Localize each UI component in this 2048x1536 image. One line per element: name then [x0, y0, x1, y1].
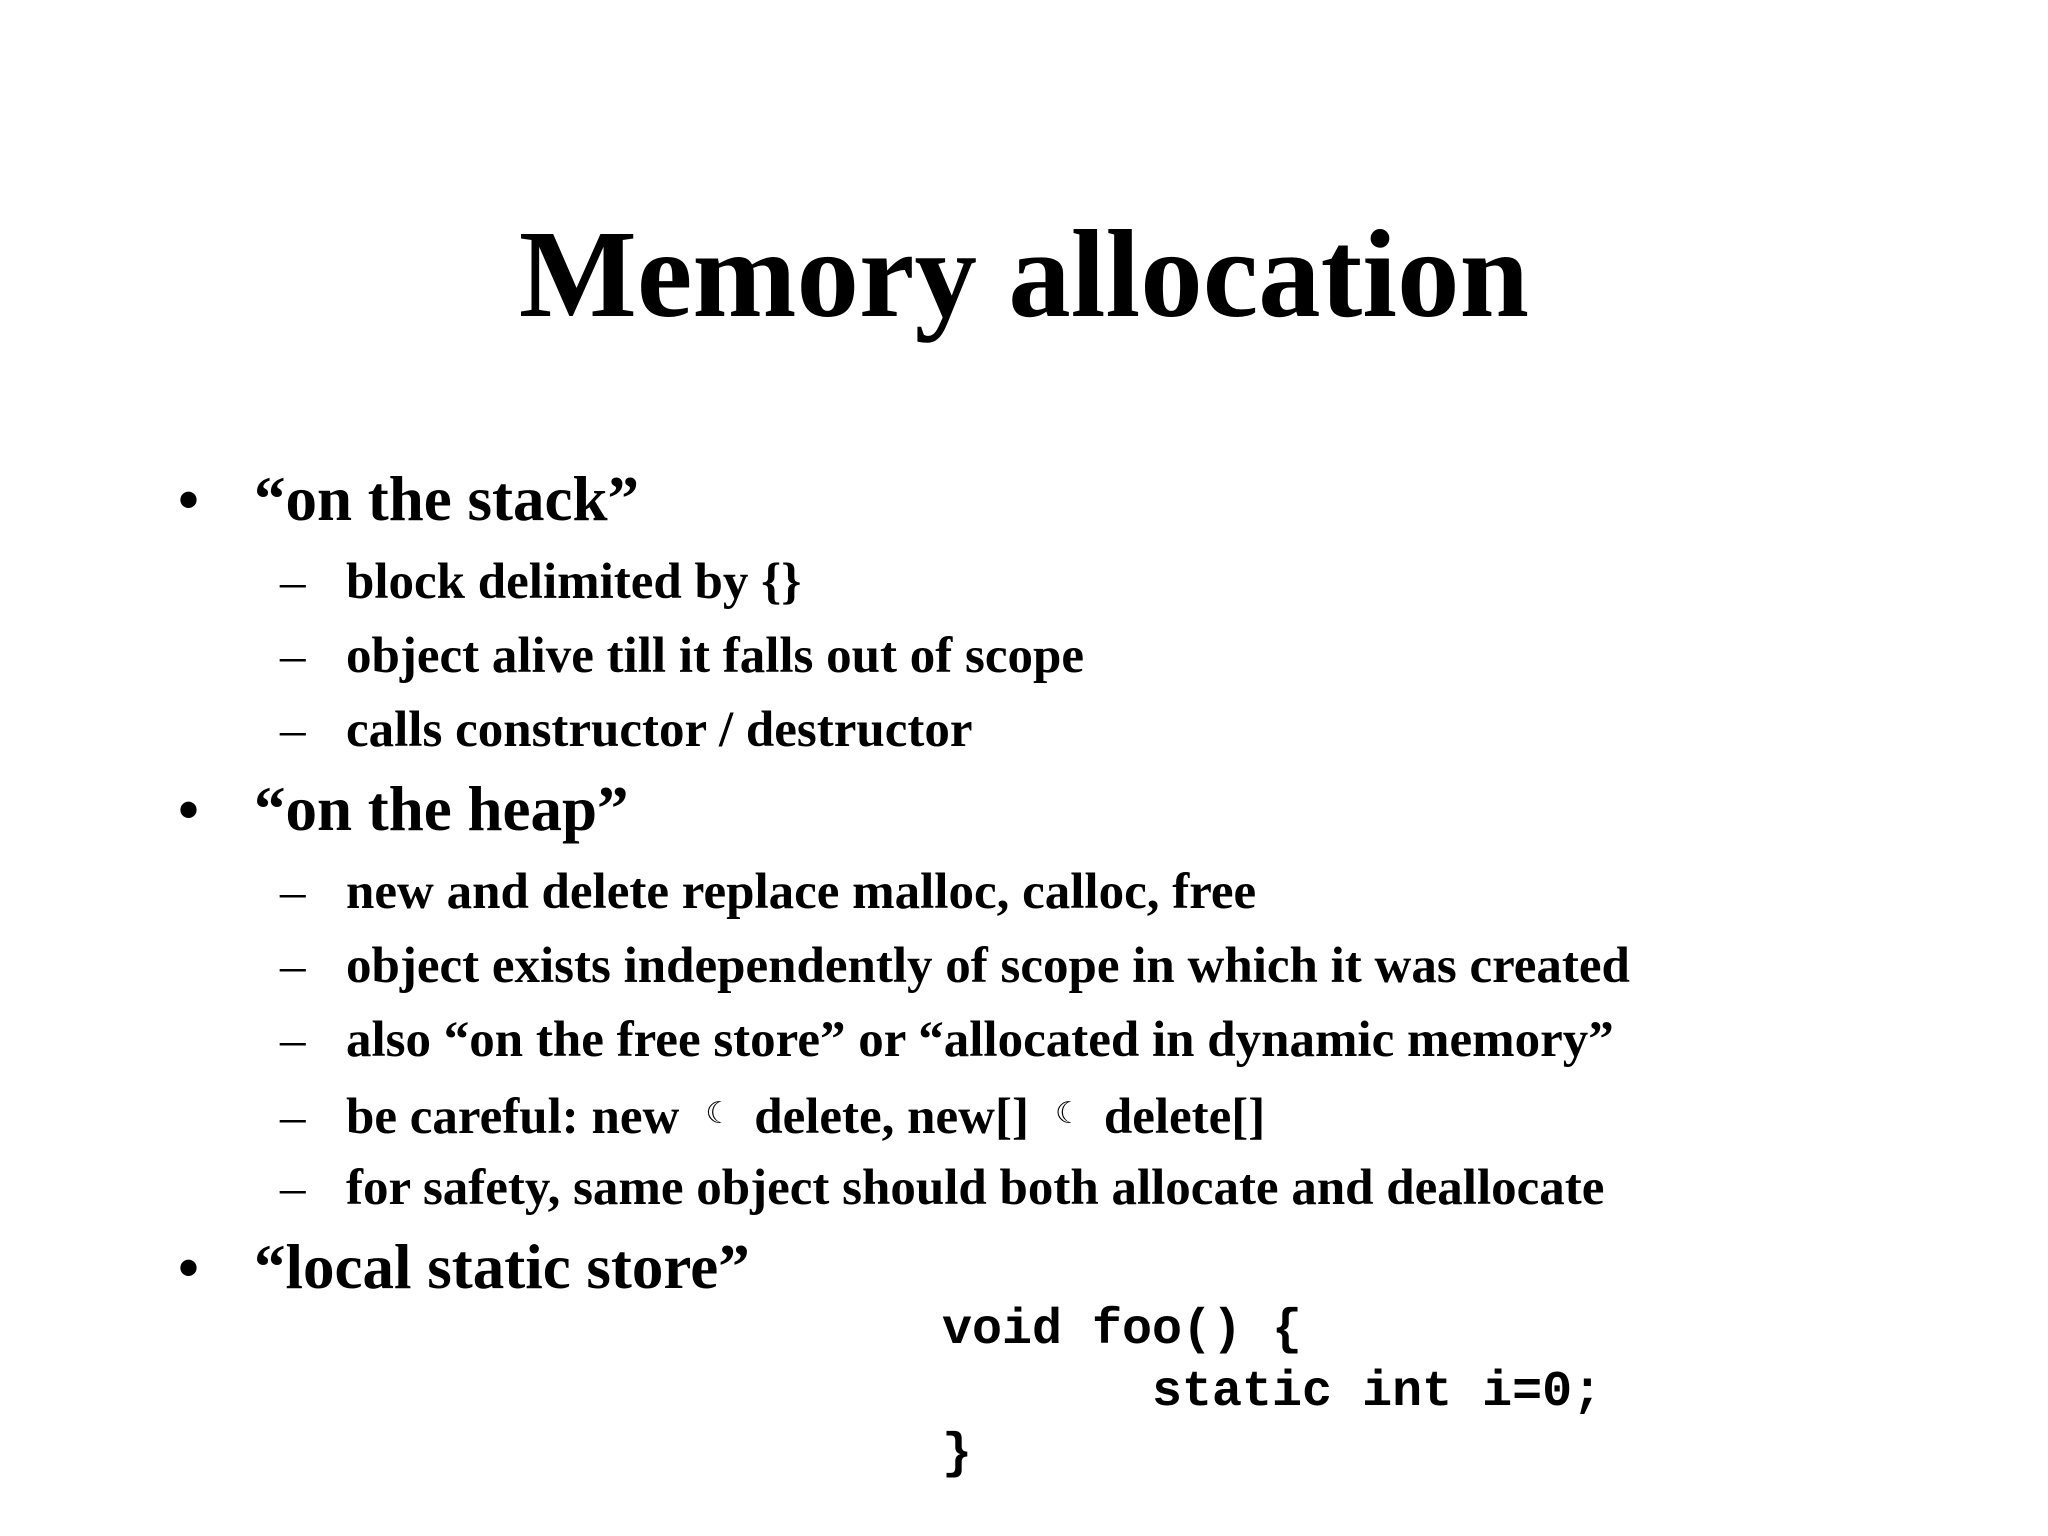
- dash-marker: –: [280, 864, 306, 920]
- moon-glyph-icon: ☾: [1054, 1096, 1082, 1131]
- bullet-marker: •: [178, 467, 200, 533]
- bullet-local-static-store: [178, 1230, 750, 1305]
- sub-item: [280, 700, 973, 760]
- sub-item: [280, 552, 801, 612]
- code-line: static int i=0;: [942, 1364, 1603, 1421]
- sub-item-text-prefix: be careful: new: [346, 1089, 680, 1145]
- dash-marker: –: [280, 628, 306, 684]
- sub-item-text: object alive till it falls out of scope: [346, 628, 1084, 684]
- dash-marker: –: [280, 1089, 306, 1145]
- bullet-label: “on the stack”: [254, 464, 640, 534]
- sub-item: [280, 1158, 1604, 1218]
- dash-marker: –: [280, 554, 306, 610]
- sub-item-text: object exists independently of scope in which it was created: [346, 938, 1630, 994]
- sub-item: [280, 936, 1630, 996]
- sub-item-text: new and delete replace malloc, calloc, free: [346, 864, 1257, 920]
- sub-item-text: for safety, same object should both allocate and deallocate: [346, 1160, 1605, 1216]
- bullet-marker: •: [178, 1235, 200, 1301]
- moon-glyph-icon: ☾: [705, 1096, 733, 1131]
- dash-marker: –: [280, 938, 306, 994]
- slide-title: Memory allocation: [518, 206, 1530, 344]
- dash-marker: –: [280, 1012, 306, 1068]
- sub-item: [280, 1084, 1265, 1147]
- dash-marker: –: [280, 1160, 306, 1216]
- dash-marker: –: [280, 702, 306, 758]
- bullet-on-the-stack: [178, 462, 639, 537]
- sub-item-text: block delimited by {}: [346, 554, 802, 610]
- sub-item-text: calls constructor / destructor: [346, 702, 973, 758]
- bullet-marker: •: [178, 777, 200, 843]
- sub-item-text-suffix: delete[]: [1103, 1089, 1266, 1145]
- code-block: [942, 1300, 1602, 1486]
- code-line: void foo() {: [942, 1302, 1303, 1359]
- code-line: }: [942, 1426, 973, 1483]
- bullet-on-the-heap: [178, 772, 629, 847]
- sub-item: [280, 862, 1256, 922]
- sub-item-text-middle: delete, new[]: [754, 1089, 1029, 1145]
- sub-item: [280, 1010, 1614, 1070]
- sub-item-text: also “on the free store” or “allocated in dynamic memory”: [346, 1012, 1614, 1068]
- sub-item: [280, 626, 1084, 686]
- bullet-label: “local static store”: [254, 1232, 750, 1302]
- bullet-label: “on the heap”: [254, 774, 629, 844]
